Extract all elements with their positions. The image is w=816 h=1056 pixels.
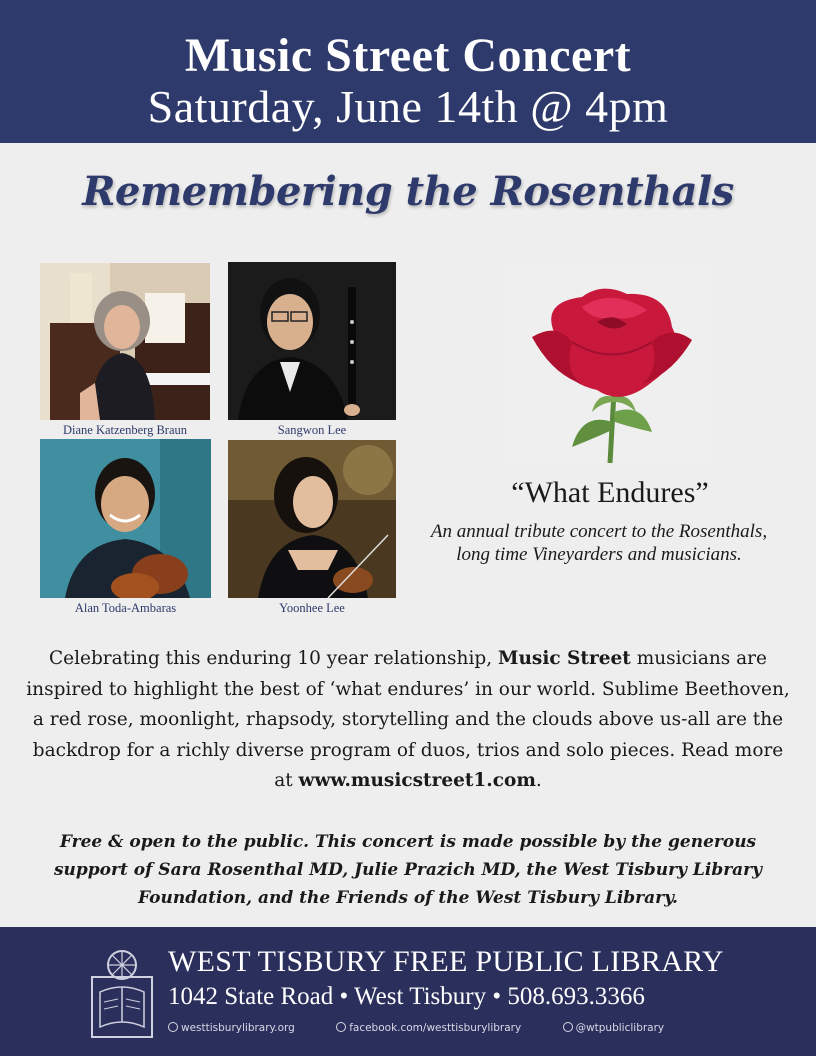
facebook-link[interactable]: facebook.com/westtisburylibrary bbox=[349, 1022, 522, 1034]
library-crest-logo bbox=[88, 947, 156, 1039]
concert-date: Saturday, June 14th @ 4pm bbox=[147, 81, 669, 132]
description-text: musicians are inspired to highlight the best of ‘what endures’ in our world. Sublime Beethoven, a red rose, moonlight, rhapsody, storytelling and the clouds above us-all are the backdrop for a richly diverse program of duos, trios and solo pieces. Read more at bbox=[26, 648, 790, 791]
concert-title: Music Street Concert bbox=[184, 29, 632, 82]
musician-caption: Alan Toda-Ambaras bbox=[74, 601, 177, 615]
musician-caption: Yoonhee Lee bbox=[279, 601, 345, 615]
globe-icon bbox=[168, 1022, 178, 1032]
musician-caption: Sangwon Lee bbox=[277, 423, 347, 437]
website-link[interactable]: westtisburylibrary.org bbox=[181, 1022, 295, 1034]
website-link[interactable]: www.musicstreet1.com bbox=[298, 770, 536, 791]
library-address: 1042 State Road • West Tisbury • 508.693.3366 bbox=[168, 983, 645, 1010]
concert-description bbox=[22, 644, 794, 797]
clarinetist-photo bbox=[228, 262, 396, 420]
library-contacts bbox=[168, 1022, 702, 1034]
cellist-photo bbox=[40, 439, 211, 598]
library-footer bbox=[0, 927, 816, 1056]
description-text: Celebrating this enduring 10 year relationship, bbox=[49, 648, 498, 669]
facebook-icon bbox=[336, 1022, 346, 1032]
violinist-photo bbox=[228, 440, 396, 598]
musician-caption: Diane Katzenberg Braun bbox=[62, 423, 188, 437]
instagram-link[interactable]: @wtpubliclibrary bbox=[575, 1022, 665, 1034]
description-text: . bbox=[535, 770, 542, 791]
header-banner bbox=[0, 0, 816, 143]
feature-title: “What Endures” bbox=[511, 476, 709, 509]
red-rose-photo bbox=[502, 262, 715, 463]
pianist-photo bbox=[40, 263, 210, 420]
feature-description: An annual tribute concert to the Rosenthals, long time Vineyarders and musicians. bbox=[430, 521, 768, 565]
library-name: WEST TISBURY FREE PUBLIC LIBRARY bbox=[168, 945, 724, 978]
event-subtitle: Remembering the Rosenthals bbox=[82, 168, 734, 215]
support-statement: Free & open to the public. This concert is made possible by the generous support of Sara Rosenthal MD, Julie Prazich MD, the West Tisbury Library Foundation, and the Friends of the West Tisbury Library. bbox=[53, 832, 763, 908]
instagram-icon bbox=[563, 1022, 573, 1032]
music-street-name: Music Street bbox=[497, 648, 631, 669]
